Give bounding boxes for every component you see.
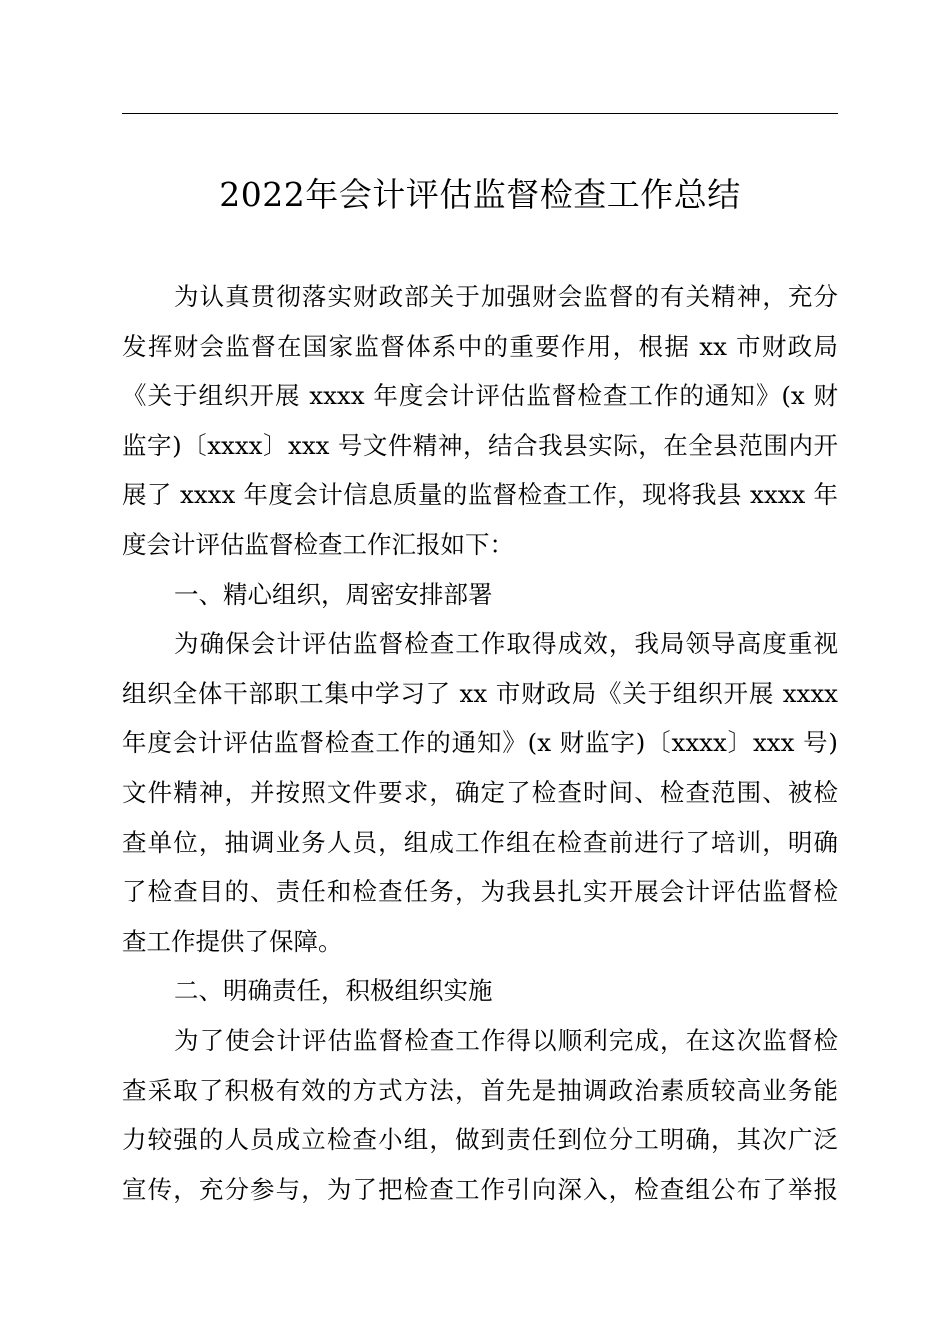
- paragraph-2-line-7: 查工作提供了保障。: [122, 926, 343, 956]
- document-title: 2022年会计评估监督检查工作总结: [219, 175, 741, 214]
- section-heading-2: 二、明确责任，积极组织实施: [174, 976, 493, 1006]
- paragraph-2-line-5: 查单位，抽调业务人员，组成工作组在检查前进行了培训，明确: [122, 827, 838, 857]
- paragraph-2-line-4: 文件精神，并按照文件要求，确定了检查时间、检查范围、被检: [122, 777, 838, 807]
- paragraph-2-line-1: 为确保会计评估监督检查工作取得成效，我局领导高度重视: [174, 629, 838, 659]
- paragraph-3-line-1: 为了使会计评估监督检查工作得以顺利完成，在这次监督检: [174, 1025, 838, 1055]
- paragraph-2-line-3: 年度会计评估监督检查工作的通知》(x 财监字)〔xxxx〕xxx 号): [122, 728, 838, 758]
- paragraph-3-line-3: 力较强的人员成立检查小组，做到责任到位分工明确，其次广泛: [122, 1125, 838, 1155]
- paragraph-3-line-4: 宣传，充分参与，为了把检查工作引向深入，检查组公布了举报: [122, 1174, 838, 1204]
- paragraph-1-line-2: 发挥财会监督在国家监督体系中的重要作用，根据 xx 市财政局: [122, 331, 838, 361]
- header-rule: [122, 113, 838, 114]
- section-heading-1: 一、精心组织，周密安排部署: [174, 579, 493, 609]
- document-body: [122, 272, 838, 1214]
- paragraph-1-line-3: 《关于组织开展 xxxx 年度会计评估监督检查工作的通知》(x 财: [122, 381, 838, 411]
- paragraph-1-line-6: 度会计评估监督检查工作汇报如下：: [122, 529, 514, 559]
- paragraph-3-line-2: 查采取了积极有效的方式方法，首先是抽调政治素质较高业务能: [122, 1075, 838, 1105]
- paragraph-1-line-5: 展了 xxxx 年度会计信息质量的监督检查工作，现将我县 xxxx 年: [122, 480, 838, 510]
- paragraph-2-line-6: 了检查目的、责任和检查任务，为我县扎实开展会计评估监督检: [122, 877, 838, 907]
- paragraph-2-line-2: 组织全体干部职工集中学习了 xx 市财政局《关于组织开展 xxxx: [122, 678, 838, 708]
- paragraph-1-line-1: 为认真贯彻落实财政部关于加强财会监督的有关精神，充分: [174, 282, 838, 311]
- paragraph-1-line-4: 监字)〔xxxx〕xxx 号文件精神，结合我县实际，在全县范围内开: [122, 430, 838, 460]
